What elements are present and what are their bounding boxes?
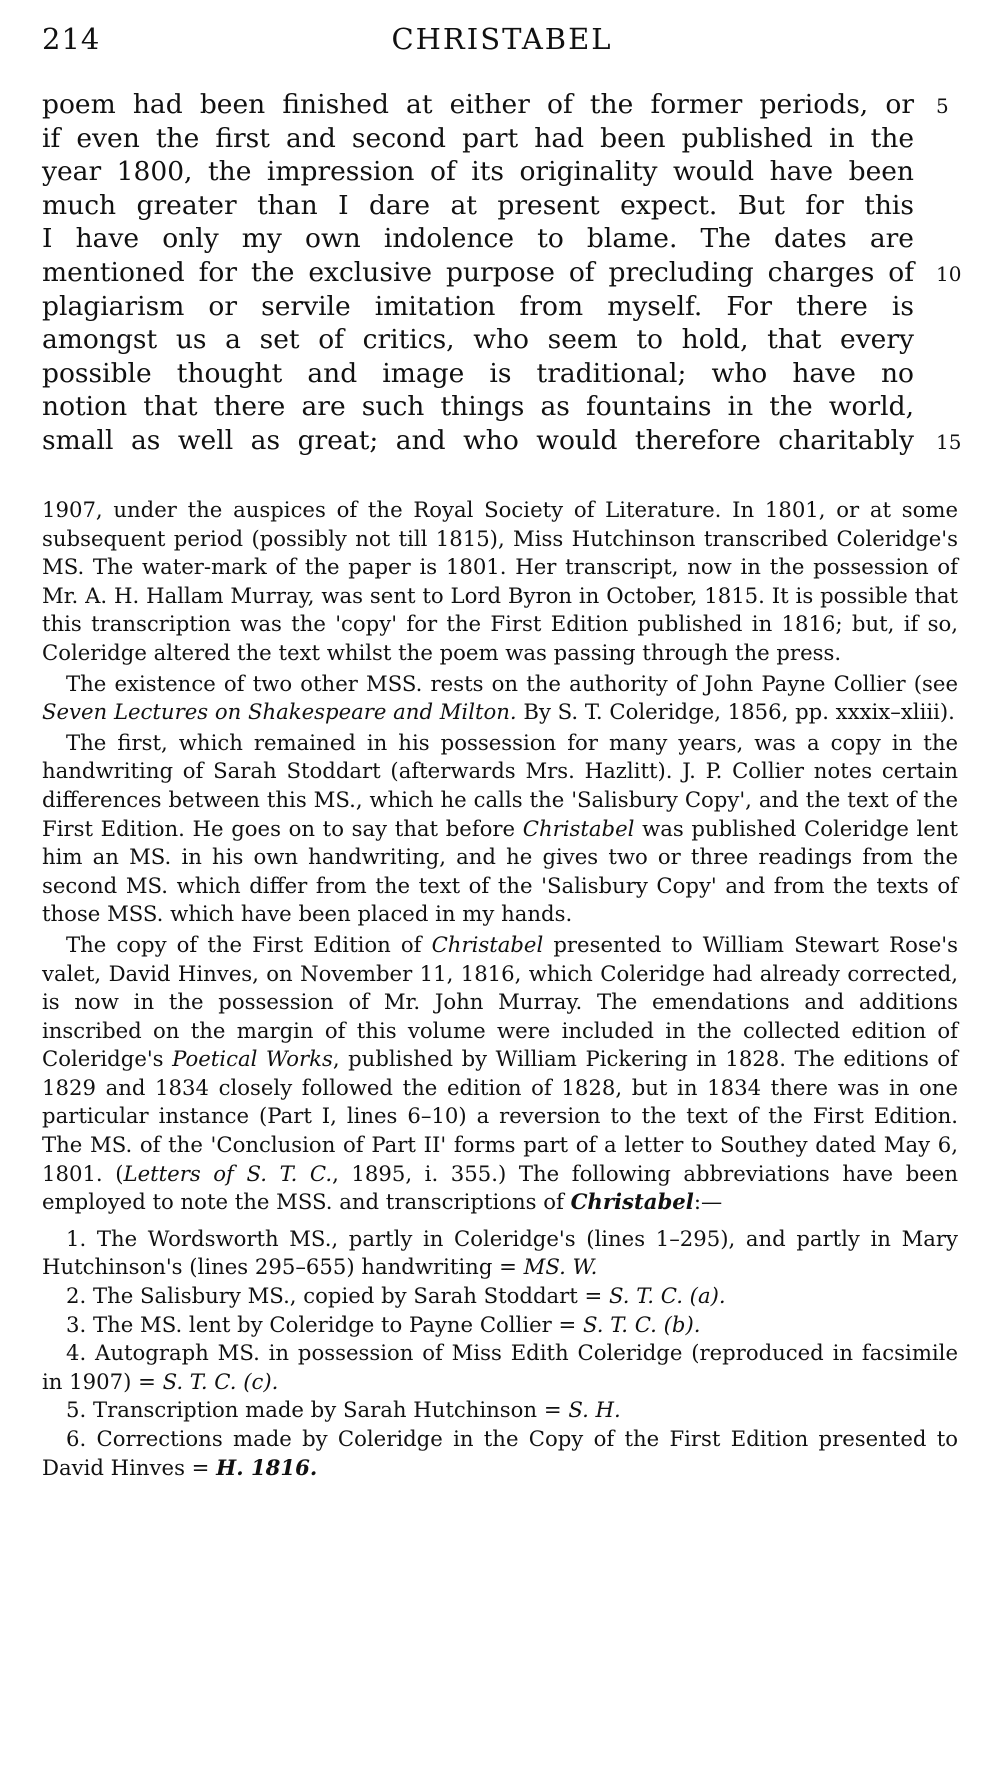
abbreviation-siglum: S. T. C. (a). [609,1283,726,1309]
abbreviation-text: 6. Corrections made by Coleridge in the Copy of the First Edition presented to David Hinves = [42,1426,958,1480]
abbreviation-siglum: MS. W. [523,1254,598,1280]
abbreviation-text: 3. The MS. lent by Coleridge to Payne Collier = [66,1311,584,1337]
main-line [42,323,990,357]
footnote-text: By S. T. Coleridge, 1856, pp. xxxix–xliii). [516,699,955,725]
poem-title: Christabel [431,931,544,957]
abbreviation-item [42,1339,958,1396]
abbreviation-siglum: H. 1816. [216,1454,318,1480]
line-number: 15 [936,429,962,454]
main-line-text: poem had been finished at either of the former periods, or [42,89,914,120]
main-line-text: small as well as great; and who would therefore charitably [42,424,914,456]
main-line-text: possible thought and image is traditional; who have no [42,357,914,389]
footnote-paragraph [42,729,958,929]
footnote-text: The existence of two other MSS. rests on the authority of John Payne Collier (see [66,670,958,696]
poem-title: Christabel [522,815,635,841]
book-title: Poetical Works [172,1046,333,1072]
book-title: Letters of S. T. C. [123,1160,333,1186]
footnote-text: , published by William Pickering in 1828. The editions of 1829 and 1834 closely followed the edition of 1828, but in 1834 there was in one particular instance (Part I, lines 6–10) a reversion to the text of the First Edition. The MS. of the 'Conclusion of Part II' forms part of a letter to Southey dated May 6, 1801. ( [42,1046,958,1186]
footnote-paragraph [42,496,958,668]
main-line [42,424,990,458]
abbreviation-text: 4. Autograph MS. in possession of Miss Edith Coleridge (reproduced in facsimile in 1907) = [42,1340,958,1394]
book-title: Seven Lectures on Shakespeare and Milton. [42,699,517,725]
main-line [42,290,990,324]
footnote-text: :— [693,1189,723,1215]
main-line-text: notion that there are such things as fountains in the world, [42,391,914,423]
footnote-text: The copy of the First Edition of [66,931,432,957]
footnote-text: , 1895, i. 355.) The following abbreviations have been employed to note the MSS. and transcriptions of [42,1160,958,1215]
footnote-text: The first, which remained in his possession for many years, was a copy in the handwriting of Sarah Stoddart (afterwards Mrs. Hazlitt). J. P. Collier notes certain differences between this MS., which he calls the 'Salisbury Copy', and the text of the First Edition. He goes on to say that before [42,729,958,841]
abbreviation-item [42,1225,958,1282]
footnote-text: presented to William Stewart Rose's valet, David Hinves, on November 11, 1816, which Coleridge had already corrected, is now in the possession of Mr. John Murray. The emendations and additions inscribed on the margin of this volume were included in the collected edition of Coleridge's [42,931,958,1072]
running-header [42,20,962,64]
abbreviation-item [42,1311,958,1340]
footnote-paragraph [42,670,958,727]
main-line [42,155,990,189]
footnote-paragraph [42,931,958,1217]
footnote-text: was published Coleridge lent him an MS. in his own handwriting, and he gives two or three readings from the second MS. which differ from the text of the 'Salisbury Copy' and from the texts of those MSS. which have been placed in my hands. [42,815,958,927]
main-line [42,390,990,424]
main-line [42,256,990,290]
main-line [42,357,990,391]
abbreviation-text: 1. The Wordsworth MS., partly in Coleridge's (lines 1–295), and partly in Mary Hutchinson's (lines 295–655) handwriting = [42,1225,958,1280]
main-line-text: if even the first and second part had been published in the [42,122,914,154]
abbreviation-siglum: S. T. C. (c). [162,1368,279,1394]
abbreviation-item [42,1396,958,1425]
main-line-text: year 1800, the impression of its originality would have been [42,156,914,188]
main-line-text: mentioned for the exclusive purpose of precluding charges of [42,256,914,288]
footnote-text: 1907, under the auspices of the Royal Society of Literature. In 1801, or at some subsequent period (possibly not till 1815), Miss Hutchinson transcribed Coleridge's MS. The water-mark of the paper is 1801. Her transcript, now in the possession of Mr. A. H. Hallam Murray, was sent to Lord Byron in October, 1815. It is possible that this transcription was the 'copy' for the First Edition published in 1816; but, if so, Coleridge altered the text whilst the poem was passing through the press. [42,497,958,665]
abbreviation-item [42,1282,958,1311]
main-line [42,189,990,223]
main-line-text: I have only my own indolence to blame. The dates are [42,223,914,255]
footnotes [42,496,958,1482]
main-line-text: plagiarism or servile imitation from myself. For there is [42,290,914,322]
abbreviation-text: 5. Transcription made by Sarah Hutchinson = [66,1397,569,1423]
poem-title: Christabel [570,1189,694,1215]
main-text [42,88,990,458]
abbreviation-siglum: S. T. C. (b). [583,1311,701,1337]
main-line [42,122,990,156]
running-title: CHRISTABEL [391,22,613,56]
line-number: 5 [936,94,949,118]
main-line-text: amongst us a set of critics, who seem to hold, that every [42,324,914,356]
abbreviation-siglum: S. H. [568,1397,621,1423]
main-line [42,222,990,256]
abbreviation-text: 2. The Salisbury MS., copied by Sarah Stoddart = [66,1283,610,1309]
line-number: 10 [936,261,962,286]
main-line-text: much greater than I dare at present expect. But for this [42,189,914,221]
page-number: 214 [42,22,101,56]
abbreviation-item [42,1425,958,1482]
main-line [42,88,990,122]
